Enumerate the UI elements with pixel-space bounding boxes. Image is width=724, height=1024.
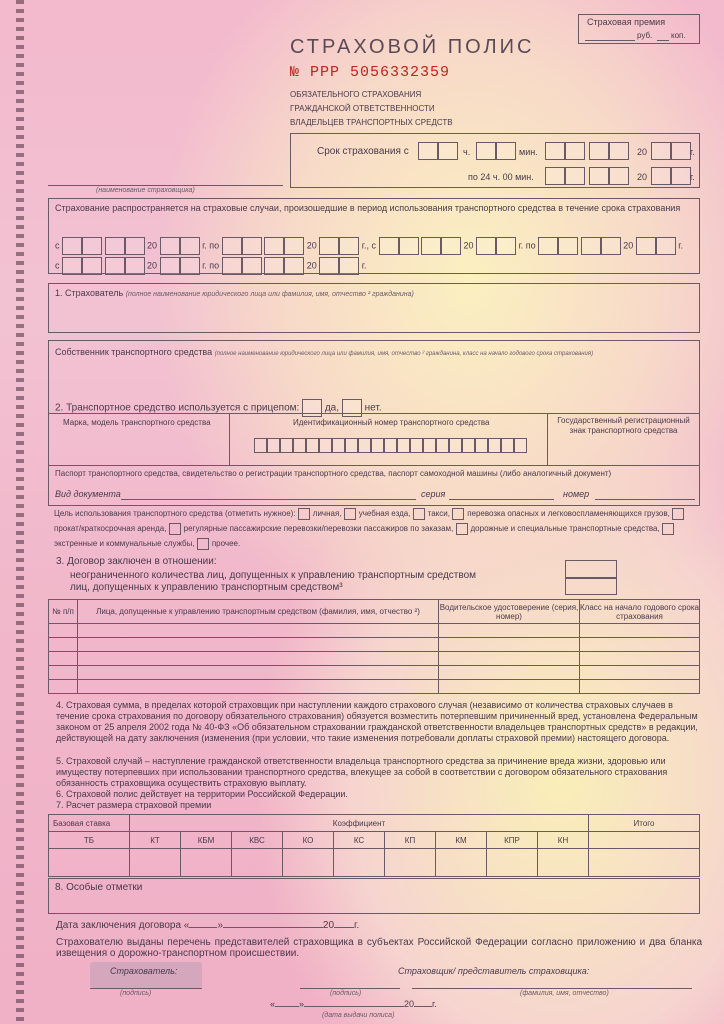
calc-tb: ТБ [49, 832, 130, 849]
term-min: мин. [519, 147, 538, 157]
calc-values-row[interactable] [49, 849, 700, 877]
drivers-col-license: Водительское удостоверение (серия, номер) [439, 600, 580, 624]
purpose-opt-7: дорожные и специальные транспортные средства, [470, 524, 660, 533]
coverage-s-1: с [55, 240, 60, 251]
calc-coef-kt: КТ [130, 832, 181, 849]
coverage-gc-1: г., [361, 240, 369, 251]
coverage-row-1 [55, 237, 683, 255]
trailer-label: 2. Транспортное средство используется с прицепом: [55, 402, 300, 414]
col-make: Марка, модель транспортного средства [63, 418, 211, 427]
premium-box [578, 14, 700, 44]
term-g: г. [690, 147, 695, 157]
date-year: 20 [322, 920, 335, 931]
trailer-row [55, 399, 382, 417]
term-from-day-cell[interactable] [545, 142, 565, 160]
purpose-checkbox[interactable] [197, 538, 209, 550]
coverage-text: Страхование распространяется на страховые случаи, произошедшие в период использования транспортного средства в течение срока страхования [55, 203, 681, 213]
purpose-opt-5: прокат/краткосрочная аренда, [54, 524, 167, 533]
purpose-checkbox[interactable] [456, 523, 468, 535]
trailer-no: нет. [364, 402, 382, 414]
term-label: Срок страхования с [317, 146, 409, 157]
cov-cell[interactable] [636, 237, 656, 255]
passport-text: Паспорт транспортного средства, свидетельство о регистрации транспортного средства, паспорт самоходной машины (либо аналогичный документ) [55, 469, 612, 478]
issue-q1: « [270, 999, 276, 1009]
coverage-po-1: по [209, 240, 220, 251]
premium-kop: коп. [671, 31, 686, 40]
table-row[interactable] [49, 638, 700, 652]
term-from-hour-cell-2[interactable] [438, 142, 458, 160]
insured-heading [55, 288, 414, 298]
calc-base: Базовая ставка [49, 815, 130, 832]
table-row[interactable] [49, 680, 700, 694]
contract-opt-2: лиц, допущенных к управлению транспортным средством³ [70, 582, 343, 593]
purpose-opt-9: прочее. [211, 539, 241, 548]
cov-cell[interactable] [105, 237, 125, 255]
trailer-no-checkbox[interactable] [342, 399, 362, 417]
cov-cell[interactable] [558, 237, 578, 255]
cov-cell[interactable] [476, 237, 496, 255]
cov-cell[interactable] [264, 237, 284, 255]
coverage-year-4: 20 [623, 240, 634, 251]
purpose-opt-4: перевозка опасных и легковоспламеняющихся грузов, [467, 509, 670, 518]
calc-coef-kvs: КВС [232, 832, 283, 849]
drivers-col-no: № п/п [49, 600, 78, 624]
cov-cell[interactable] [538, 237, 558, 255]
clause-6: 6. Страховой полис действует на территории Российской Федерации. [56, 789, 348, 799]
notice-text: Страхователю выданы перечень представителей страховщика в субъектах Российской Федерации согласно приложению и два бланка извещения о дорожно-транспортном происшествии. [56, 937, 702, 959]
premium-label: Страховая премия [587, 17, 666, 27]
term-box [290, 133, 700, 188]
drivers-col-name: Лица, допущенные к управлению транспортным средством (фамилия, имя, отчество ²) [78, 600, 439, 624]
term-from-year-cell[interactable] [651, 142, 671, 160]
coverage-row-2 [55, 257, 366, 275]
insurer-sign-label: Страхователь: [110, 966, 178, 976]
cov-cell[interactable] [319, 257, 339, 275]
purpose-opt-6: регулярные пассажирские перевозки/перевозки пассажиров по заказам, [183, 524, 454, 533]
coverage-s-2: с [371, 240, 376, 251]
cov-cell[interactable] [180, 257, 200, 275]
perforation-edge [16, 0, 24, 1024]
clause-7: 7. Расчет размера страховой премии [56, 800, 212, 810]
term-from-year-cell-2[interactable] [671, 142, 691, 160]
table-row[interactable] [49, 666, 700, 680]
issue-year: 20 [404, 999, 415, 1009]
doc-series: серия [421, 489, 446, 499]
clause-4: 4. Страховая сумма, в пределах которой страховщик при наступлении каждого страхового случая (независимо от количества страховых случаев в течение срока страхования по договору обязательного страхования) обязуется возместить потерпевшим причиненный вред, установлена Федеральным законом от 25 апреля 2002 года № 40-ФЗ «Об обязательном страховании гражданской ответственности владельцев транспортных средств» в редакции, действующей на дату заключения (изменения (при условии, что такие изменения потребовали доплаты страховой премии) настоящего договора. [56, 700, 698, 743]
contract-opt-1-box[interactable] [565, 560, 617, 578]
cov-cell[interactable] [222, 237, 242, 255]
cov-cell[interactable] [125, 257, 145, 275]
coverage-g-5: г. [361, 260, 367, 271]
coverage-box [48, 198, 700, 274]
cov-cell[interactable] [656, 237, 676, 255]
coverage-po-3: по [209, 260, 220, 271]
calc-coef-kn: КН [538, 832, 589, 849]
coverage-po-2: по [525, 240, 536, 251]
term-from-min-cell[interactable] [476, 142, 496, 160]
purpose-label: Цель использования транспортного средства (отметить нужное): [54, 509, 296, 518]
purpose-opt-1: личная, [312, 509, 342, 518]
rep-sign-caption: (подпись) [330, 990, 362, 997]
contract-opt-2-box[interactable] [565, 578, 617, 595]
term-from-day-cell-2[interactable] [565, 142, 585, 160]
insured-hint: (полное наименование юридического лица или фамилия, имя, отчество ² гражданина) [125, 291, 414, 298]
cov-cell[interactable] [339, 257, 359, 275]
cov-cell[interactable] [242, 237, 262, 255]
cov-cell[interactable] [601, 237, 621, 255]
coverage-g-3: г. [678, 240, 683, 251]
col-reg: Государственный регистрационный знак транспортного средства [557, 416, 690, 435]
cov-cell[interactable] [496, 237, 516, 255]
purpose-checkbox[interactable] [662, 523, 674, 535]
cov-cell[interactable] [82, 237, 102, 255]
calc-coef-ko: КО [283, 832, 334, 849]
special-remarks-box [48, 878, 700, 914]
doc-number: номер [563, 489, 590, 499]
cov-cell[interactable] [399, 237, 419, 255]
term-to-g: г. [690, 172, 695, 182]
cov-cell[interactable] [242, 257, 262, 275]
term-to-year-cell-2[interactable] [671, 167, 691, 185]
policy-number: № РРР 5056332359 [290, 64, 451, 81]
term-to-label: по 24 ч. 00 мин. [468, 172, 534, 182]
drivers-col-class: Класс на начало годового срока страхования [580, 600, 700, 624]
calc-coef: Коэффициент [130, 815, 589, 832]
term-to-month-cell[interactable] [589, 167, 609, 185]
trailer-yes: да, [324, 402, 340, 414]
contract-date-row [56, 920, 359, 931]
owner-heading [55, 347, 593, 357]
trailer-yes-checkbox[interactable] [302, 399, 322, 417]
cov-cell[interactable] [421, 237, 441, 255]
doc-type: Вид документа [55, 489, 121, 499]
contract-opt-1: неограниченного количества лиц, допущенных к управлению транспортным средством [70, 570, 477, 581]
term-from-month-cell[interactable] [589, 142, 609, 160]
term-year-prefix: 20 [637, 147, 648, 157]
date-close: » [217, 920, 223, 931]
cov-cell[interactable] [441, 237, 461, 255]
rep-name-caption: (фамилия, имя, отчество) [520, 990, 609, 997]
cov-cell[interactable] [222, 257, 242, 275]
cov-cell[interactable] [105, 257, 125, 275]
subtitle-line-1: ОБЯЗАТЕЛЬНОГО СТРАХОВАНИЯ [290, 90, 422, 99]
insurer-caption: (наименование страховщика) [96, 187, 195, 194]
purpose-checkbox[interactable] [298, 508, 310, 520]
cov-cell[interactable] [125, 237, 145, 255]
premium-calc-table [48, 814, 700, 877]
owner-label: Собственник транспортного средства [55, 347, 213, 357]
special-label: 8. Особые отметки [55, 882, 143, 893]
owner-vehicle-box [48, 340, 700, 506]
subtitle-line-2: ГРАЖДАНСКОЙ ОТВЕТСТВЕННОСТИ [290, 104, 435, 113]
term-from-hour-cell[interactable] [418, 142, 438, 160]
cov-cell[interactable] [62, 237, 82, 255]
subtitle-line-3: ВЛАДЕЛЬЦЕВ ТРАНСПОРТНЫХ СРЕДСТВ [290, 118, 453, 127]
policy-title: СТРАХОВОЙ ПОЛИС [290, 36, 535, 58]
cov-cell[interactable] [160, 237, 180, 255]
clause-5: 5. Страховой случай – наступление гражданской ответственности владельца транспортного средства за причинение вреда жизни, здоровью или имуществу потерпевших при использовании транспортного средства, влекущее за собой в соответствии с договором обязательного страхования обязанность страховщика осуществить страховую выплату. [56, 756, 668, 788]
purpose-checkbox[interactable] [169, 523, 181, 535]
coverage-year-2: 20 [306, 240, 317, 251]
cov-cell[interactable] [284, 257, 304, 275]
purpose-block [54, 506, 704, 551]
cov-cell[interactable] [82, 257, 102, 275]
cov-cell[interactable] [180, 237, 200, 255]
term-to-month-cell-2[interactable] [609, 167, 629, 185]
purpose-checkbox[interactable] [413, 508, 425, 520]
date-label: Дата заключения договора « [56, 920, 190, 931]
issue-g: г. [432, 999, 437, 1009]
col-vin: Идентификационный номер транспортного средства [293, 418, 490, 427]
term-h: ч. [463, 147, 471, 157]
coverage-year-5: 20 [147, 260, 158, 271]
term-from-month-cell-2[interactable] [609, 142, 629, 160]
calc-coef-ks: КС [334, 832, 385, 849]
coverage-year-6: 20 [306, 260, 317, 271]
purpose-checkbox[interactable] [452, 508, 464, 520]
cov-cell[interactable] [160, 257, 180, 275]
calc-coef-kp: КП [385, 832, 436, 849]
coverage-g-4: г. [202, 260, 207, 271]
issue-date-row [270, 999, 437, 1009]
cov-cell[interactable] [339, 237, 359, 255]
calc-coef-kbm: КБМ [181, 832, 232, 849]
coverage-s-3: с [55, 260, 60, 271]
calc-coef-kpr: КПР [487, 832, 538, 849]
term-to-day-cell[interactable] [545, 167, 565, 185]
table-row[interactable] [49, 624, 700, 638]
insured-box [48, 283, 700, 333]
date-g: г. [354, 920, 360, 931]
vin-cells[interactable] [254, 437, 527, 455]
issue-q2: » [299, 999, 305, 1009]
purpose-checkbox[interactable] [344, 508, 356, 520]
drivers-table [48, 599, 700, 694]
cov-cell[interactable] [264, 257, 284, 275]
cov-cell[interactable] [379, 237, 399, 255]
purpose-opt-8: экстренные и коммунальные службы, [54, 539, 195, 548]
owner-hint: (полное наименование юридического лица или фамилия, имя, отчество ² гражданина, класс на начало годового срока страхования) [214, 351, 594, 357]
purpose-opt-3: такси, [427, 509, 450, 518]
cov-cell[interactable] [62, 257, 82, 275]
coverage-year-1: 20 [147, 240, 158, 251]
table-row[interactable] [49, 652, 700, 666]
term-to-year-cell[interactable] [651, 167, 671, 185]
cov-cell[interactable] [284, 237, 304, 255]
term-to-year-prefix: 20 [637, 172, 648, 182]
rep-label: Страховщик/ представитель страховщика: [398, 966, 590, 976]
calc-coef-km: КМ [436, 832, 487, 849]
insurer-sign-caption: (подпись) [120, 990, 152, 997]
term-to-day-cell-2[interactable] [565, 167, 585, 185]
coverage-g-2: г. [518, 240, 524, 251]
insured-label: 1. Страхователь [55, 288, 124, 298]
premium-rub: руб. [637, 31, 653, 40]
coverage-year-3: 20 [463, 240, 474, 251]
issue-date-caption: (дата выдачи полиса) [322, 1012, 395, 1019]
contract-label: 3. Договор заключен в отношении: [56, 556, 217, 567]
cov-cell[interactable] [319, 237, 339, 255]
cov-cell[interactable] [581, 237, 601, 255]
purpose-checkbox[interactable] [672, 508, 684, 520]
coverage-g-1: г. [202, 240, 207, 251]
calc-total: Итого [589, 815, 700, 832]
term-from-min-cell-2[interactable] [496, 142, 516, 160]
purpose-opt-2: учебная езда, [358, 509, 411, 518]
